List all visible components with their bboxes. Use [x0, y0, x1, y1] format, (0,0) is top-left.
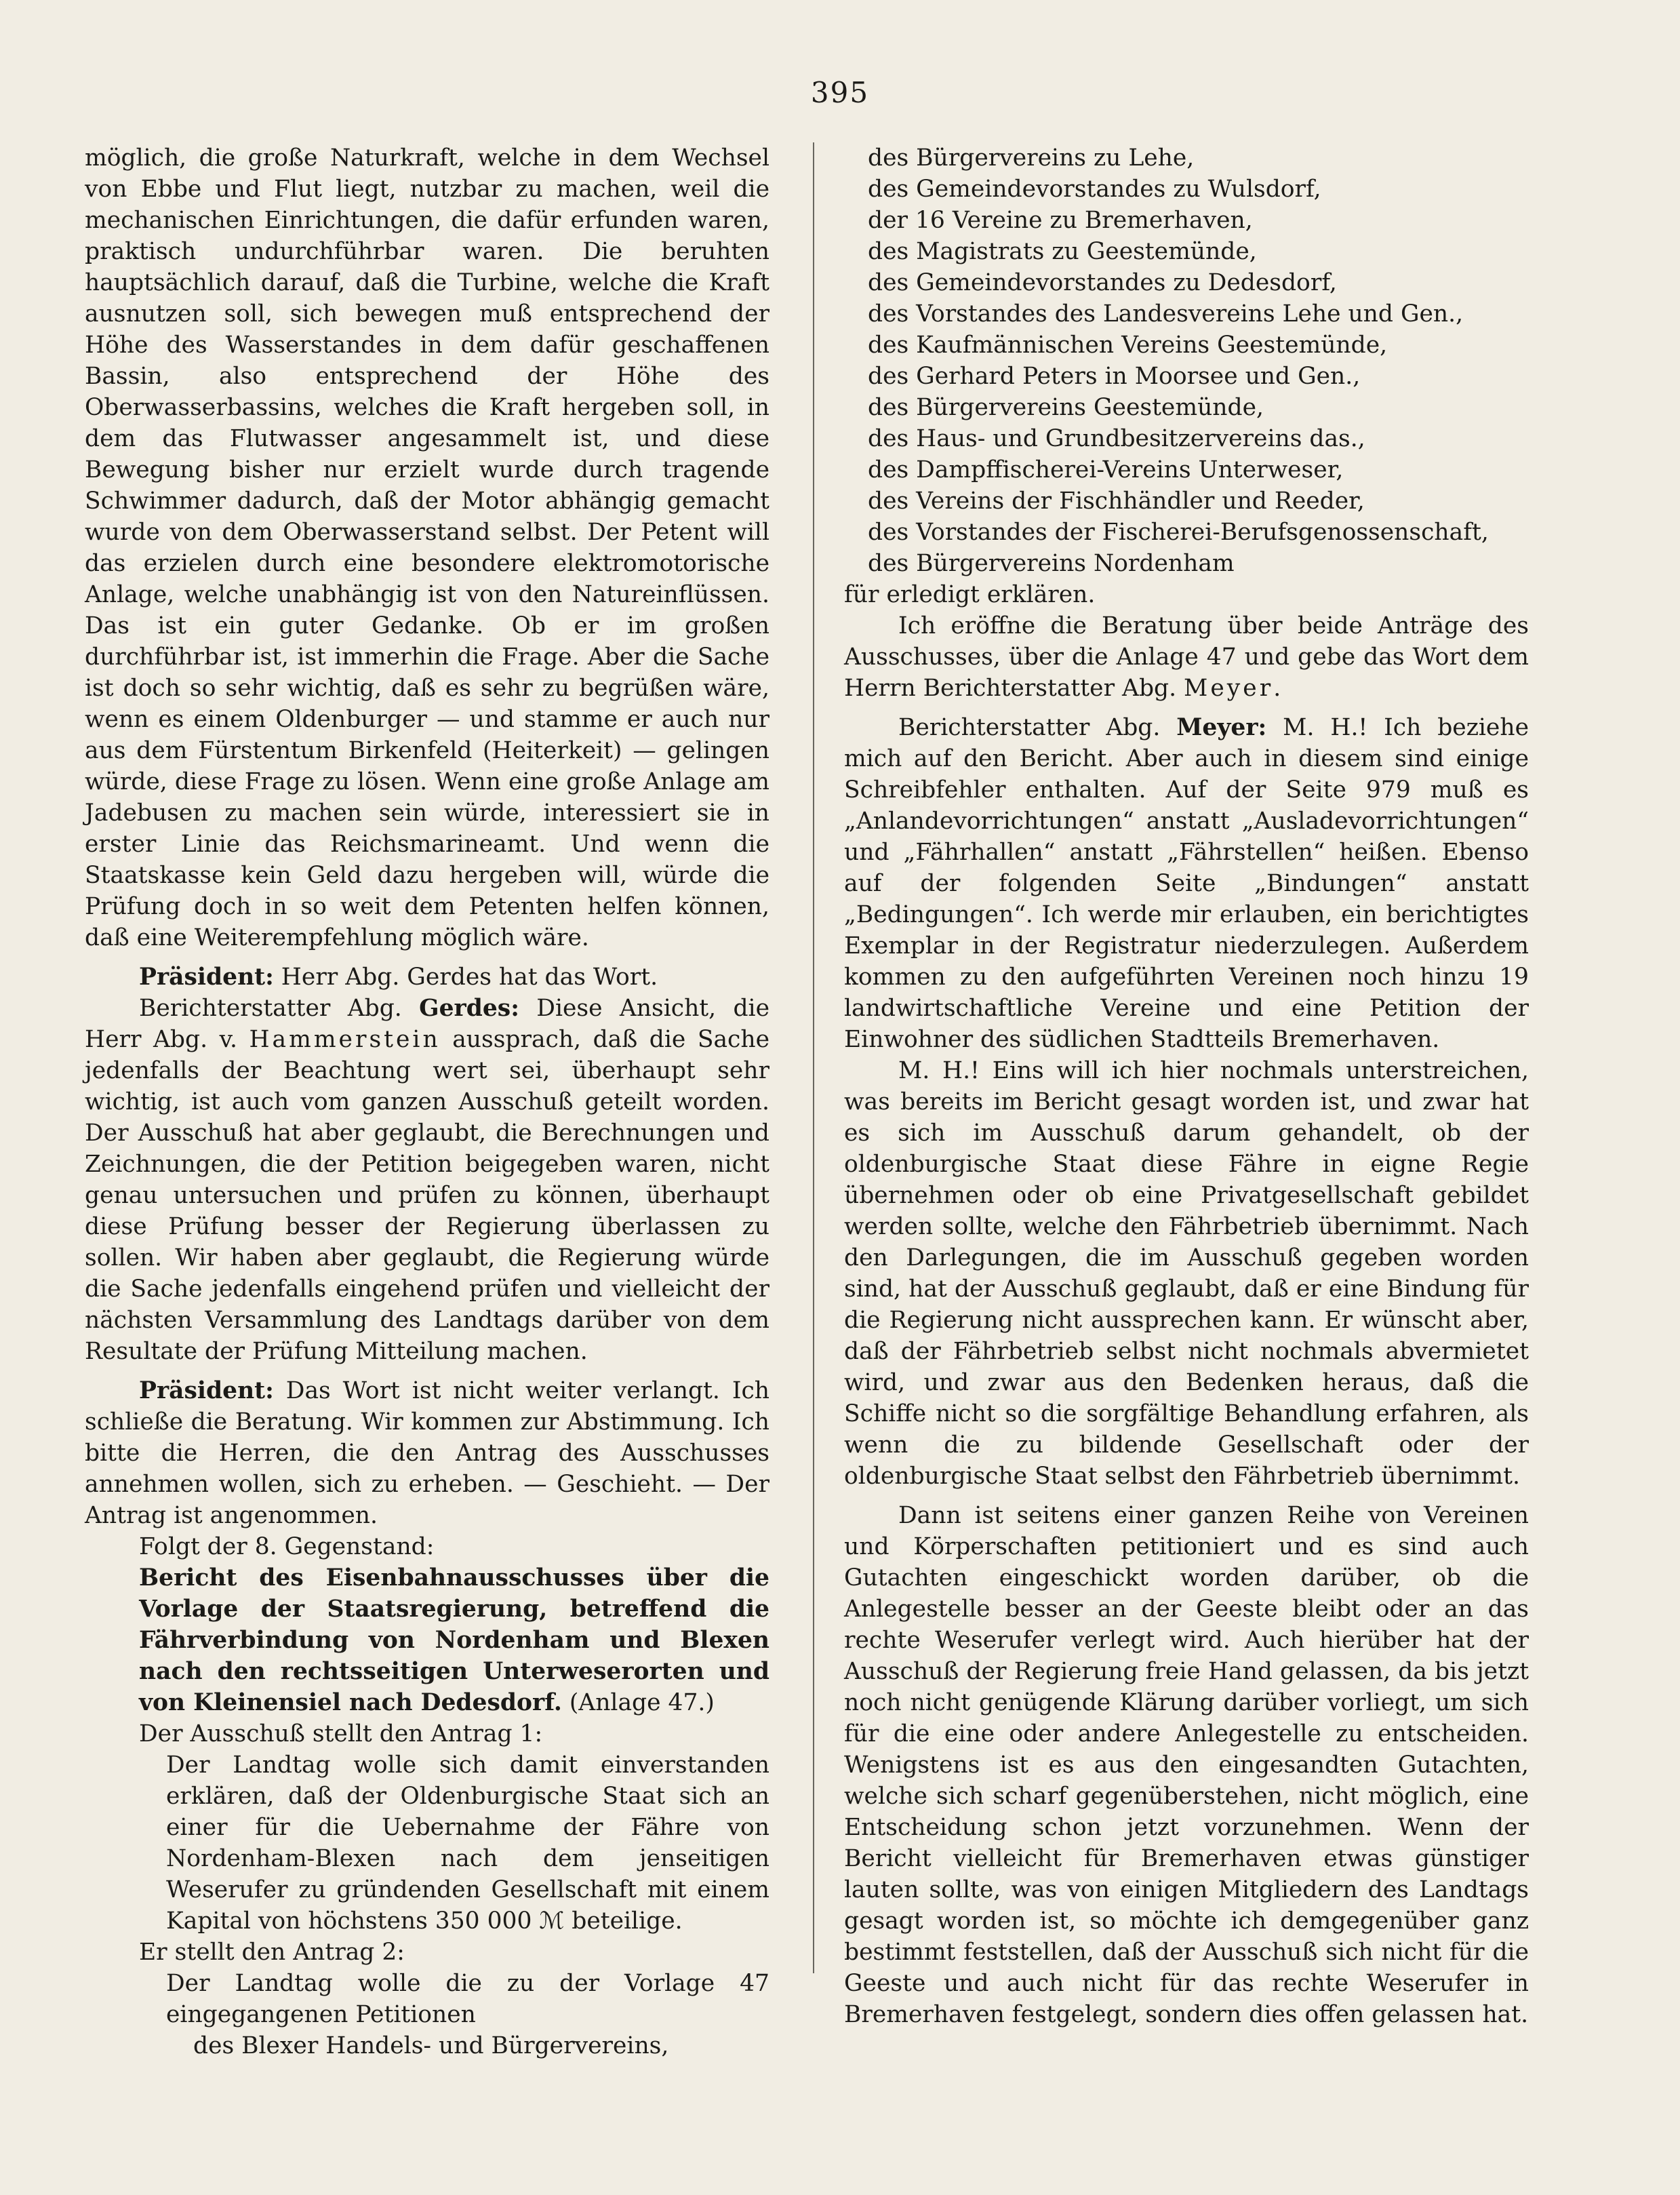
- paragraph-prefix: Berichterstatter Abg.: [139, 995, 420, 1022]
- paragraph: [85, 1375, 769, 1531]
- petition-item: des Gerhard Peters in Moorsee und Gen.,: [868, 363, 1361, 390]
- person-name: Hammerstein: [249, 1026, 441, 1053]
- speaker-label: Präsident:: [139, 1377, 274, 1404]
- paragraph: [85, 993, 769, 1367]
- paragraph-text: Herr Abg. Gerdes hat das Wort.: [273, 964, 658, 991]
- petition-item: des Dampffischerei-Vereins Unterweser,: [868, 456, 1344, 483]
- petition-item: des Kaufmännischen Vereins Geestemünde,: [868, 332, 1388, 359]
- petition-item: des Blexer Handels- und Bürgervereins,: [193, 2032, 669, 2059]
- paragraph-text: aussprach, daß die Sache jedenfalls der Beachtung wert sei, überhaupt sehr wichtig, ist auch vom ganzen Ausschuß geteilt worden. Der Ausschuß hat aber geglaubt, die Berechnungen und Zeichnungen, die der Petition beigegeben waren, nicht genau untersuchen und prüfen zu können, überhaupt diese Prüfung besser der Regierung überlassen zu sollen. Wir haben aber geglaubt, die Regierung würde die Sache jedenfalls eingehend prüfen und vielleicht der nächsten Versammlung des Landtags darüber von dem Resultate der Prüfung Mitteilung machen.: [85, 1026, 769, 1365]
- paragraph: [844, 712, 1529, 1055]
- motion-text: Der Landtag wolle die zu der Vorlage 47 eingegangenen Petitionen: [166, 1970, 769, 2028]
- right-column: [844, 142, 1529, 2030]
- left-column: [85, 142, 769, 2061]
- speaker-label: Präsident:: [139, 964, 274, 991]
- agenda-title-bold: Bericht des Eisenbahnausschusses über die Vorlage der Staatsregierung, betreffend die Fährverbindung von Nordenham und Blexen nach den rechtsseitigen Unterweserorten und von Kleinensiel nach Dedesdorf.: [139, 1564, 769, 1716]
- paragraph-text: Diese Ansicht, die Herr Abg. v.: [85, 995, 769, 1053]
- motion-text: Der Landtag wolle sich damit einverstanden erklären, daß der Oldenburgische Staat sich an einer für die Uebernahme der Fähre von Nordenham-Blexen nach dem jenseitigen Weserufer zu gründenden Gesellschaft mit einem Kapital von höchstens 350 000 ℳ beteilige.: [166, 1752, 769, 1935]
- petition-item: des Bürgervereins zu Lehe,: [868, 144, 1195, 172]
- paragraph: Dann ist seitens einer ganzen Reihe von Vereinen und Körperschaften petitioniert und es sind auch Gutachten eingeschickt worden darüber, ob die Anlegestelle besser an der Geeste bleibt oder an das rechte Weserufer verlegt wird. Auch hierüber hat der Ausschuß der Regierung freie Hand gelassen, da bis jetzt noch nicht genügende Klärung darüber vorliegt, um sich für die eine oder andere Anlegestelle zu entscheiden. Wenigstens ist es aus den eingesandten Gutachten, welche sich scharf gegenüberstehen, nicht möglich, eine Entscheidung schon jetzt vorzunehmen. Wenn der Bericht vielleicht für Bremerhaven etwas günstiger lauten sollte, was von einigen Mitgliedern des Landtags gesagt worden ist, so möchte ich demgegenüber ganz bestimmt feststellen, daß der Ausschuß sich nicht für die Geeste und auch nicht für das rechte Weserufer in Bremerhaven festgelegt, sondern dies offen gelassen hat.: [844, 1502, 1529, 2028]
- paragraph: Folgt der 8. Gegenstand:: [139, 1533, 435, 1560]
- paragraph-text: .: [1273, 675, 1281, 702]
- person-name: Meyer: [1184, 675, 1274, 702]
- paragraph-text: M. H.! Ich beziehe mich auf den Bericht. Aber auch in diesem sind einige Schreibfehler enthalten. Auf der Seite 979 muß es „Anlandevorrichtungen“ anstatt „Ausladevorrichtungen“ und „Fährhallen“ anstatt „Fährstellen“ heißen. Ebenso auf der folgenden Seite „Bindungen“ anstatt „Bedingungen“. Ich werde mir erlauben, ein berichtigtes Exemplar in der Registratur niederzulegen. Außerdem kommen zu den aufgeführten Vereinen noch hinzu 19 landwirtschaftliche Vereine und eine Petition der Einwohner des südlichen Stadtteils Bremerhaven.: [844, 714, 1529, 1053]
- petition-item: des Bürgervereins Nordenham: [868, 550, 1235, 577]
- paragraph-prefix: Berichterstatter Abg.: [898, 714, 1177, 741]
- paragraph: [85, 962, 769, 993]
- page-number: 395: [810, 76, 870, 109]
- petition-closing: für erledigt erklären.: [844, 581, 1096, 608]
- paragraph-text: Das Wort ist nicht weiter verlangt. Ich schließe die Beratung. Wir kommen zur Abstimmung. Ich bitte die Herren, die den Antrag des Ausschusses annehmen wollen, sich zu erheben. — Geschieht. — Der Antrag ist angenommen.: [85, 1377, 769, 1529]
- speaker-label: Gerdes:: [419, 995, 519, 1022]
- paragraph: [844, 610, 1529, 704]
- speaker-label: Meyer:: [1176, 714, 1267, 741]
- petition-item: des Vereins der Fischhändler und Reeder,: [868, 488, 1365, 515]
- petition-item: des Vorstandes des Landesvereins Lehe und Gen.,: [868, 300, 1464, 328]
- paragraph: Er stellt den Antrag 2:: [139, 1939, 405, 1966]
- agenda-title-tail: (Anlage 47.): [561, 1689, 715, 1716]
- column-divider: [813, 142, 814, 1973]
- petition-item: des Haus- und Grundbesitzervereins das.,: [868, 425, 1365, 452]
- petition-list: [844, 142, 1529, 579]
- petition-item: des Gemeindevorstandes zu Dedesdorf,: [868, 269, 1337, 296]
- petition-item: der 16 Vereine zu Bremerhaven,: [868, 207, 1253, 234]
- petition-item: des Bürgervereins Geestemünde,: [868, 394, 1264, 421]
- paragraph-text: Ich eröffne die Beratung über beide Anträge des Ausschusses, über die Anlage 47 und gebe das Wort dem Herrn Berichterstatter Abg.: [844, 612, 1529, 702]
- paragraph: möglich, die große Naturkraft, welche in dem Wechsel von Ebbe und Flut liegt, nutzbar zu machen, weil die mechanischen Einrichtungen, die dafür erfunden waren, praktisch undurchführbar waren. Die beruhten hauptsächlich darauf, daß die Turbine, welche die Kraft ausnutzen soll, sich bewegen muß entsprechend der Höhe des Wasserstandes in dem dafür geschaffenen Bassin, also entsprechend der Höhe des Oberwasserbassins, welches die Kraft hergeben soll, in dem das Flutwasser angesammelt ist, und diese Bewegung bisher nur erzielt wurde durch tragende Schwimmer dadurch, daß der Motor abhängig gemacht wurde von dem Oberwasserstand selbst. Der Petent will das erzielen durch eine besondere elektromotorische Anlage, welche unabhängig ist von den Natureinflüssen. Das ist ein guter Gedanke. Ob er im großen durchführbar ist, ist immerhin die Frage. Aber die Sache ist doch so sehr wichtig, daß es sehr zu begrüßen wäre, wenn es einem Oldenburger — und stamme er auch nur aus dem Fürstentum Birkenfeld (Heiterkeit) — gelingen würde, diese Frage zu lösen. Wenn eine große Anlage am Jadebusen zu machen sein würde, interessiert sie in erster Linie das Reichsmarineamt. Und wenn die Staatskasse kein Geld dazu hergeben will, würde die Prüfung doch in so weit dem Petenten helfen können, daß eine Weiterempfehlung möglich wäre.: [85, 144, 769, 951]
- paragraph: M. H.! Eins will ich hier nochmals unterstreichen, was bereits im Bericht gesagt worden ist, und zwar hat es sich im Ausschuß darum gehandelt, ob der oldenburgische Staat diese Fähre in eigne Regie übernehmen oder ob eine Privatgesellschaft gebildet werden sollte, welche den Fährbetrieb übernimmt. Nach den Darlegungen, die im Ausschuß gegeben worden sind, hat der Ausschuß geglaubt, daß er eine Bindung für die Regierung nicht aussprechen kann. Er wünscht aber, daß der Fährbetrieb selbst nicht nochmals abvermietet wird, und zwar aus den Bedenken heraus, daß die Schiffe nicht so die sorgfältige Behandlung erfahren, als wenn die zu bildende Gesellschaft oder der oldenburgische Staat selbst den Fährbetrieb übernimmt.: [844, 1057, 1529, 1490]
- petition-item: des Vorstandes der Fischerei-Berufsgenossenschaft,: [868, 519, 1489, 546]
- petition-item: des Magistrats zu Geestemünde,: [868, 238, 1257, 265]
- paragraph: Der Ausschuß stellt den Antrag 1:: [139, 1720, 543, 1747]
- petition-item: des Gemeindevorstandes zu Wulsdorf,: [868, 176, 1321, 203]
- agenda-item-title: [85, 1562, 769, 1718]
